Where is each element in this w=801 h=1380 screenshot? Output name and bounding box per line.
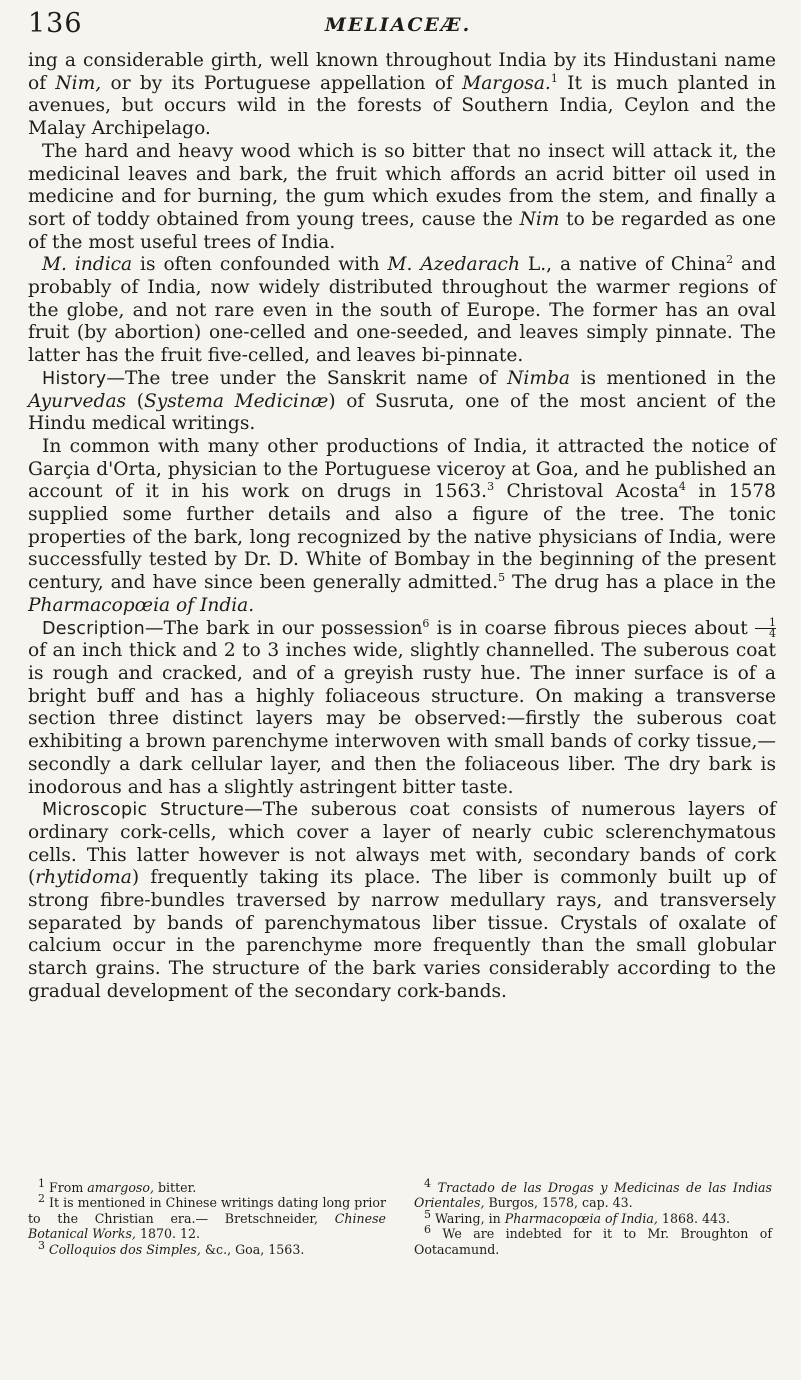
footnotes-left-column [28, 1176, 386, 1257]
paragraph [28, 254, 776, 368]
text-run: 1868. 443. [657, 1210, 731, 1226]
footnote-marker: 3 [38, 1238, 45, 1252]
italic-text: Ayurvedas [28, 390, 127, 412]
italic-text: Nimba [507, 367, 570, 389]
text-run: It is mentioned in Chinese writings dating long prior to the Christian era.— Bretschneider, [28, 1195, 386, 1226]
footnote [414, 1207, 772, 1226]
italic-text: M. indica [42, 254, 133, 276]
fraction [755, 618, 776, 639]
text-run: L., a native of China [519, 254, 727, 276]
text-run: ( [126, 390, 144, 412]
italic-text: Systema Medicinæ [144, 390, 329, 412]
paragraph [28, 368, 776, 436]
fraction-numerator: 1 [755, 618, 776, 629]
text-run: Waring, in [431, 1210, 505, 1226]
italic-text: Nim, [55, 72, 102, 94]
footnote-marker: 4 [424, 1176, 431, 1190]
italic-text: Margosa. [462, 72, 551, 94]
footnotes-right-column [414, 1176, 772, 1257]
text-run: is in coarse fibrous pieces about [429, 617, 755, 639]
italic-text: rhytidoma [35, 867, 132, 889]
text-run: is often confounded with [132, 254, 388, 276]
footnote [28, 1176, 386, 1195]
italic-text: amargoso, [87, 1180, 154, 1195]
section-heading: Microscopic Structure [42, 800, 245, 821]
footnote-marker: 2 [38, 1192, 45, 1206]
section-heading: Description [42, 618, 145, 639]
text-run: ) of Susruta, one of the most ancient of the Hindu medical writings. [28, 390, 776, 435]
text-run: or by its Portuguese appellation of [101, 72, 463, 94]
italic-text: Tractado de las Drogas y Medicinas de las Indias Orientales, [414, 1180, 772, 1211]
text-run: Burgos, 1578, cap. 43. [484, 1195, 633, 1211]
body-text [28, 50, 776, 1004]
footnote-marker: 4 [678, 480, 686, 494]
text-run: and probably of India, now widely distributed throughout the warmer regions of the globe, and not rare even in the south of Europe. The former has an oval fruit (by abortion) one-celled and one-seeded, and leaves simply pinnate. The latter has the fruit five-celled, and leaves bi-pinnate. [28, 254, 776, 367]
text-run: From [45, 1180, 88, 1195]
fraction-denominator: 4 [769, 627, 776, 641]
text-run: ) frequently taking its place. The liber is commonly built up of strong fibre-bundles traversed by narrow medullary rays, and transversely separated by bands of parenchymatous liber tissue. Crystals of oxalate of calcium occur in the parenchyme more frequently than the small globular starch grains. The structure of the bark varies considerably according to the gradual development of the secondary cork-bands. [28, 867, 776, 1002]
text-run: in 1578 supplied some further details and also a figure of the tree. The tonic properties of the bark, long recognized by the native physicians of India, were successfully tested by Dr. D. White of Bombay in the beginning of the present century, and have since been generally admitted. [28, 481, 776, 594]
italic-text: Pharmacopœia of India. [28, 594, 255, 616]
text-run: We are indebted for it to Mr. Broughton of Ootacamund. [414, 1226, 772, 1257]
text-run: —The bark in our possession [144, 617, 423, 639]
footnote [414, 1223, 772, 1257]
paragraph [28, 799, 776, 1003]
italic-text: Chinese Botanical Works, [28, 1210, 386, 1242]
text-run: The drug has a place in the [505, 572, 776, 594]
italic-text: Pharmacopœia of India, [504, 1210, 658, 1226]
italic-text: Nim [519, 208, 560, 230]
text-run: &c., Goa, 1563. [200, 1241, 305, 1257]
running-title: MELIACEÆ. [324, 14, 472, 36]
italic-text: M. Azedarach [387, 254, 520, 276]
footnote-marker: 5 [498, 570, 506, 584]
text-run: It is much planted in avenues, but occurs wild in the forests of Southern India, Ceylon and the Malay Archipelago. [28, 72, 776, 140]
footnote-marker: 1 [38, 1176, 45, 1190]
text-run: In common with many other productions of India, it attracted the notice of Garçia d'Orta, physician to the Portuguese viceroy at Goa, and he published an account of it in his work on drugs in 1563. [28, 435, 776, 503]
text-run: ing a considerable girth, well known throughout India by its Hindustani name of [28, 50, 776, 94]
text-run: bitter. [153, 1180, 197, 1195]
text-run: is mentioned in the [570, 367, 777, 389]
page-number: 136 [28, 8, 83, 39]
paragraph [28, 436, 776, 618]
footnote-marker: 1 [550, 71, 558, 85]
page-header [28, 8, 768, 46]
text-run: The hard and heavy wood which is so bitter that no insect will attack it, the medicinal leaves and bark, the fruit which affords an acrid bitter oil used in medicine and for burning, the gum which exudes from the stem, and finally a sort of toddy obtained from young trees, cause the [28, 140, 776, 230]
text-run [431, 1180, 438, 1195]
footnote-marker: 5 [424, 1207, 431, 1221]
section-heading: History [42, 368, 107, 389]
italic-text: Colloquios dos Simples, [49, 1241, 201, 1257]
text-run: —The tree under the Sanskrit name of [106, 367, 508, 389]
footnote-marker: 3 [487, 480, 495, 494]
footnote [414, 1176, 772, 1211]
text-run: of an inch thick and 2 to 3 inches wide, slightly channelled. The suberous coat is rough and cracked, and of a greyish rusty hue. The inner surface is of a bright buff and has a highly foliaceous structure. On making a transverse section three distinct layers may be observed:—firstly the suberous coat exhibiting a brown parenchyme interwoven with small bands of corky tissue,—secondly a dark cellular layer, and then the foliaceous liber. The dry bark is inodorous and has a slightly astringent bitter taste. [28, 640, 776, 798]
footnote-marker: 6 [422, 616, 430, 630]
text-run: 1870. 12. [135, 1226, 201, 1242]
text-run: to be regarded as one of the most useful trees of India. [28, 208, 776, 253]
paragraph [28, 50, 776, 141]
paragraph [28, 141, 776, 255]
footnote [28, 1238, 386, 1257]
text-run: Christoval Acosta [494, 481, 679, 503]
footnote [28, 1192, 386, 1242]
footnote-marker: 2 [726, 253, 734, 267]
text-run: —The suberous coat consists of numerous layers of ordinary cork-cells, which cover a layer of nearly cubic sclerenchymatous cells. This latter however is not always met with, secondary bands of cork ( [28, 799, 776, 889]
paragraph [28, 618, 776, 800]
footnote-marker: 6 [424, 1223, 431, 1237]
